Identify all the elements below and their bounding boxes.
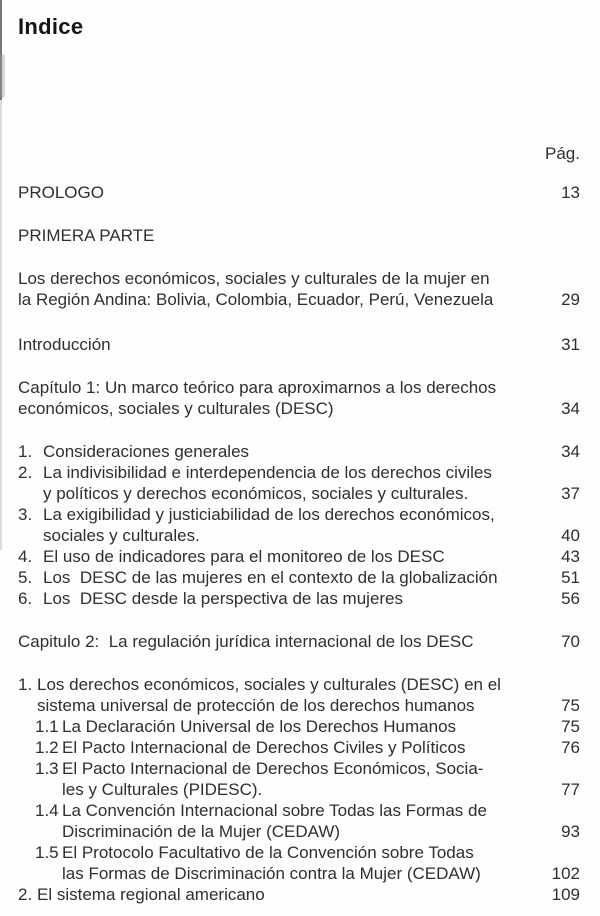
item-number: 1.1	[35, 717, 59, 736]
page-number: 43	[561, 547, 580, 566]
toc-entry-introduccion	[18, 334, 580, 355]
entry-line: La Declaración Universal de los Derechos Humanos	[62, 717, 457, 736]
page-number: 51	[561, 568, 580, 587]
entry-line: El Protocolo Facultativo de la Convención sobre Todas	[62, 843, 474, 862]
page-number: 102	[551, 864, 580, 883]
page-title: Indice	[18, 14, 84, 39]
toc-item-6	[18, 588, 580, 609]
page-number: 29	[561, 290, 580, 309]
toc-item-2-1	[18, 674, 580, 716]
entry-line: Los DESC desde la perspectiva de las mujeres	[43, 589, 404, 608]
toc-subitem-1-2	[18, 737, 580, 758]
item-number: 6.	[18, 589, 33, 608]
page-number: 34	[561, 442, 580, 461]
entry-line: La indivisibilidad e interdependencia de los derechos civiles	[43, 463, 492, 482]
page-number: 76	[561, 738, 580, 757]
toc-item-2-2	[18, 884, 580, 905]
page-column-header: Pág.	[545, 144, 580, 163]
toc-subitem-1-3	[18, 758, 580, 800]
toc-item-2	[18, 462, 580, 504]
page-number: 70	[561, 632, 580, 651]
toc-entry-prologo	[18, 182, 580, 203]
entry-line: Los derechos económicos, sociales y culturales (DESC) en el	[37, 675, 501, 694]
page-number: 75	[561, 696, 580, 715]
page-number: 75	[561, 717, 580, 736]
entry-line: y políticos y derechos económicos, sociales y culturales.	[43, 484, 469, 503]
page-number: 77	[561, 780, 580, 799]
entry-label: Introducción	[18, 335, 111, 354]
toc-item-3	[18, 504, 580, 546]
item-number: 1.2	[35, 738, 59, 757]
toc-entry-part1-title	[18, 268, 580, 310]
entry-line: La exigibilidad y justiciabilidad de los derechos económicos,	[43, 505, 495, 524]
page-column-header-row	[18, 143, 580, 164]
item-number: 1.3	[35, 759, 59, 778]
entry-line: La Convención Internacional sobre Todas las Formas de	[62, 801, 487, 820]
item-number: 3.	[18, 505, 33, 524]
entry-line: les y Culturales (PIDESC).	[62, 780, 263, 799]
toc-item-5	[18, 567, 580, 588]
entry-line: sistema universal de protección de los derechos humanos	[37, 696, 475, 715]
entry-label: PRIMERA PARTE	[18, 226, 155, 245]
item-number: 1.	[18, 675, 33, 694]
page-number: 109	[551, 885, 580, 904]
entry-line: Discriminación de la Mujer (CEDAW)	[62, 822, 341, 841]
item-number: 5.	[18, 568, 33, 587]
entry-line: Capitulo 2: La regulación jurídica internacional de los DESC	[18, 632, 474, 651]
entry-line: El Pacto Internacional de Derechos Económicos, Socia-	[62, 759, 484, 778]
entry-line: Consideraciones generales	[43, 442, 250, 461]
page-number: 93	[561, 822, 580, 841]
entry-line: El Pacto Internacional de Derechos Civiles y Políticos	[62, 738, 466, 757]
toc-subitem-1-5	[18, 842, 580, 884]
toc-item-4	[18, 546, 580, 567]
entry-line: El uso de indicadores para el monitoreo de los DESC	[43, 547, 445, 566]
toc-entry-primera-parte	[18, 225, 580, 246]
entry-line: la Región Andina: Bolivia, Colombia, Ecuador, Perú, Venezuela	[18, 290, 494, 309]
item-number: 2.	[18, 463, 33, 482]
page-number: 40	[561, 526, 580, 545]
page-number: 31	[561, 335, 580, 354]
item-number: 2.	[18, 885, 33, 904]
entry-line: Los derechos económicos, sociales y culturales de la mujer en	[18, 269, 490, 288]
entry-line: Capítulo 1: Un marco teórico para aproximarnos a los derechos	[18, 378, 497, 397]
scan-edge-artifact	[0, 100, 2, 550]
item-number: 1.5	[35, 843, 59, 862]
toc-item-1	[18, 441, 580, 462]
entry-line: las Formas de Discriminación contra la Mujer (CEDAW)	[62, 864, 481, 883]
toc-entry-capitulo-1	[18, 377, 580, 419]
entry-line: sociales y culturales.	[43, 526, 200, 545]
page-number: 13	[561, 183, 580, 202]
toc-subitem-1-1	[18, 716, 580, 737]
entry-line: económicos, sociales y culturales (DESC)	[18, 399, 334, 418]
item-number: 1.4	[35, 801, 59, 820]
toc-entry-capitulo-2	[18, 631, 580, 652]
entry-line: Los DESC de las mujeres en el contexto de la globalización	[43, 568, 498, 587]
toc-subitem-1-4	[18, 800, 580, 842]
item-number: 1.	[18, 442, 33, 461]
scan-smudge-artifact	[0, 54, 5, 98]
item-number: 4.	[18, 547, 33, 566]
entry-line: El sistema regional americano	[37, 885, 265, 904]
page-number: 37	[561, 484, 580, 503]
page-number: 56	[561, 589, 580, 608]
page-number: 34	[561, 399, 580, 418]
entry-label: PROLOGO	[18, 183, 104, 202]
